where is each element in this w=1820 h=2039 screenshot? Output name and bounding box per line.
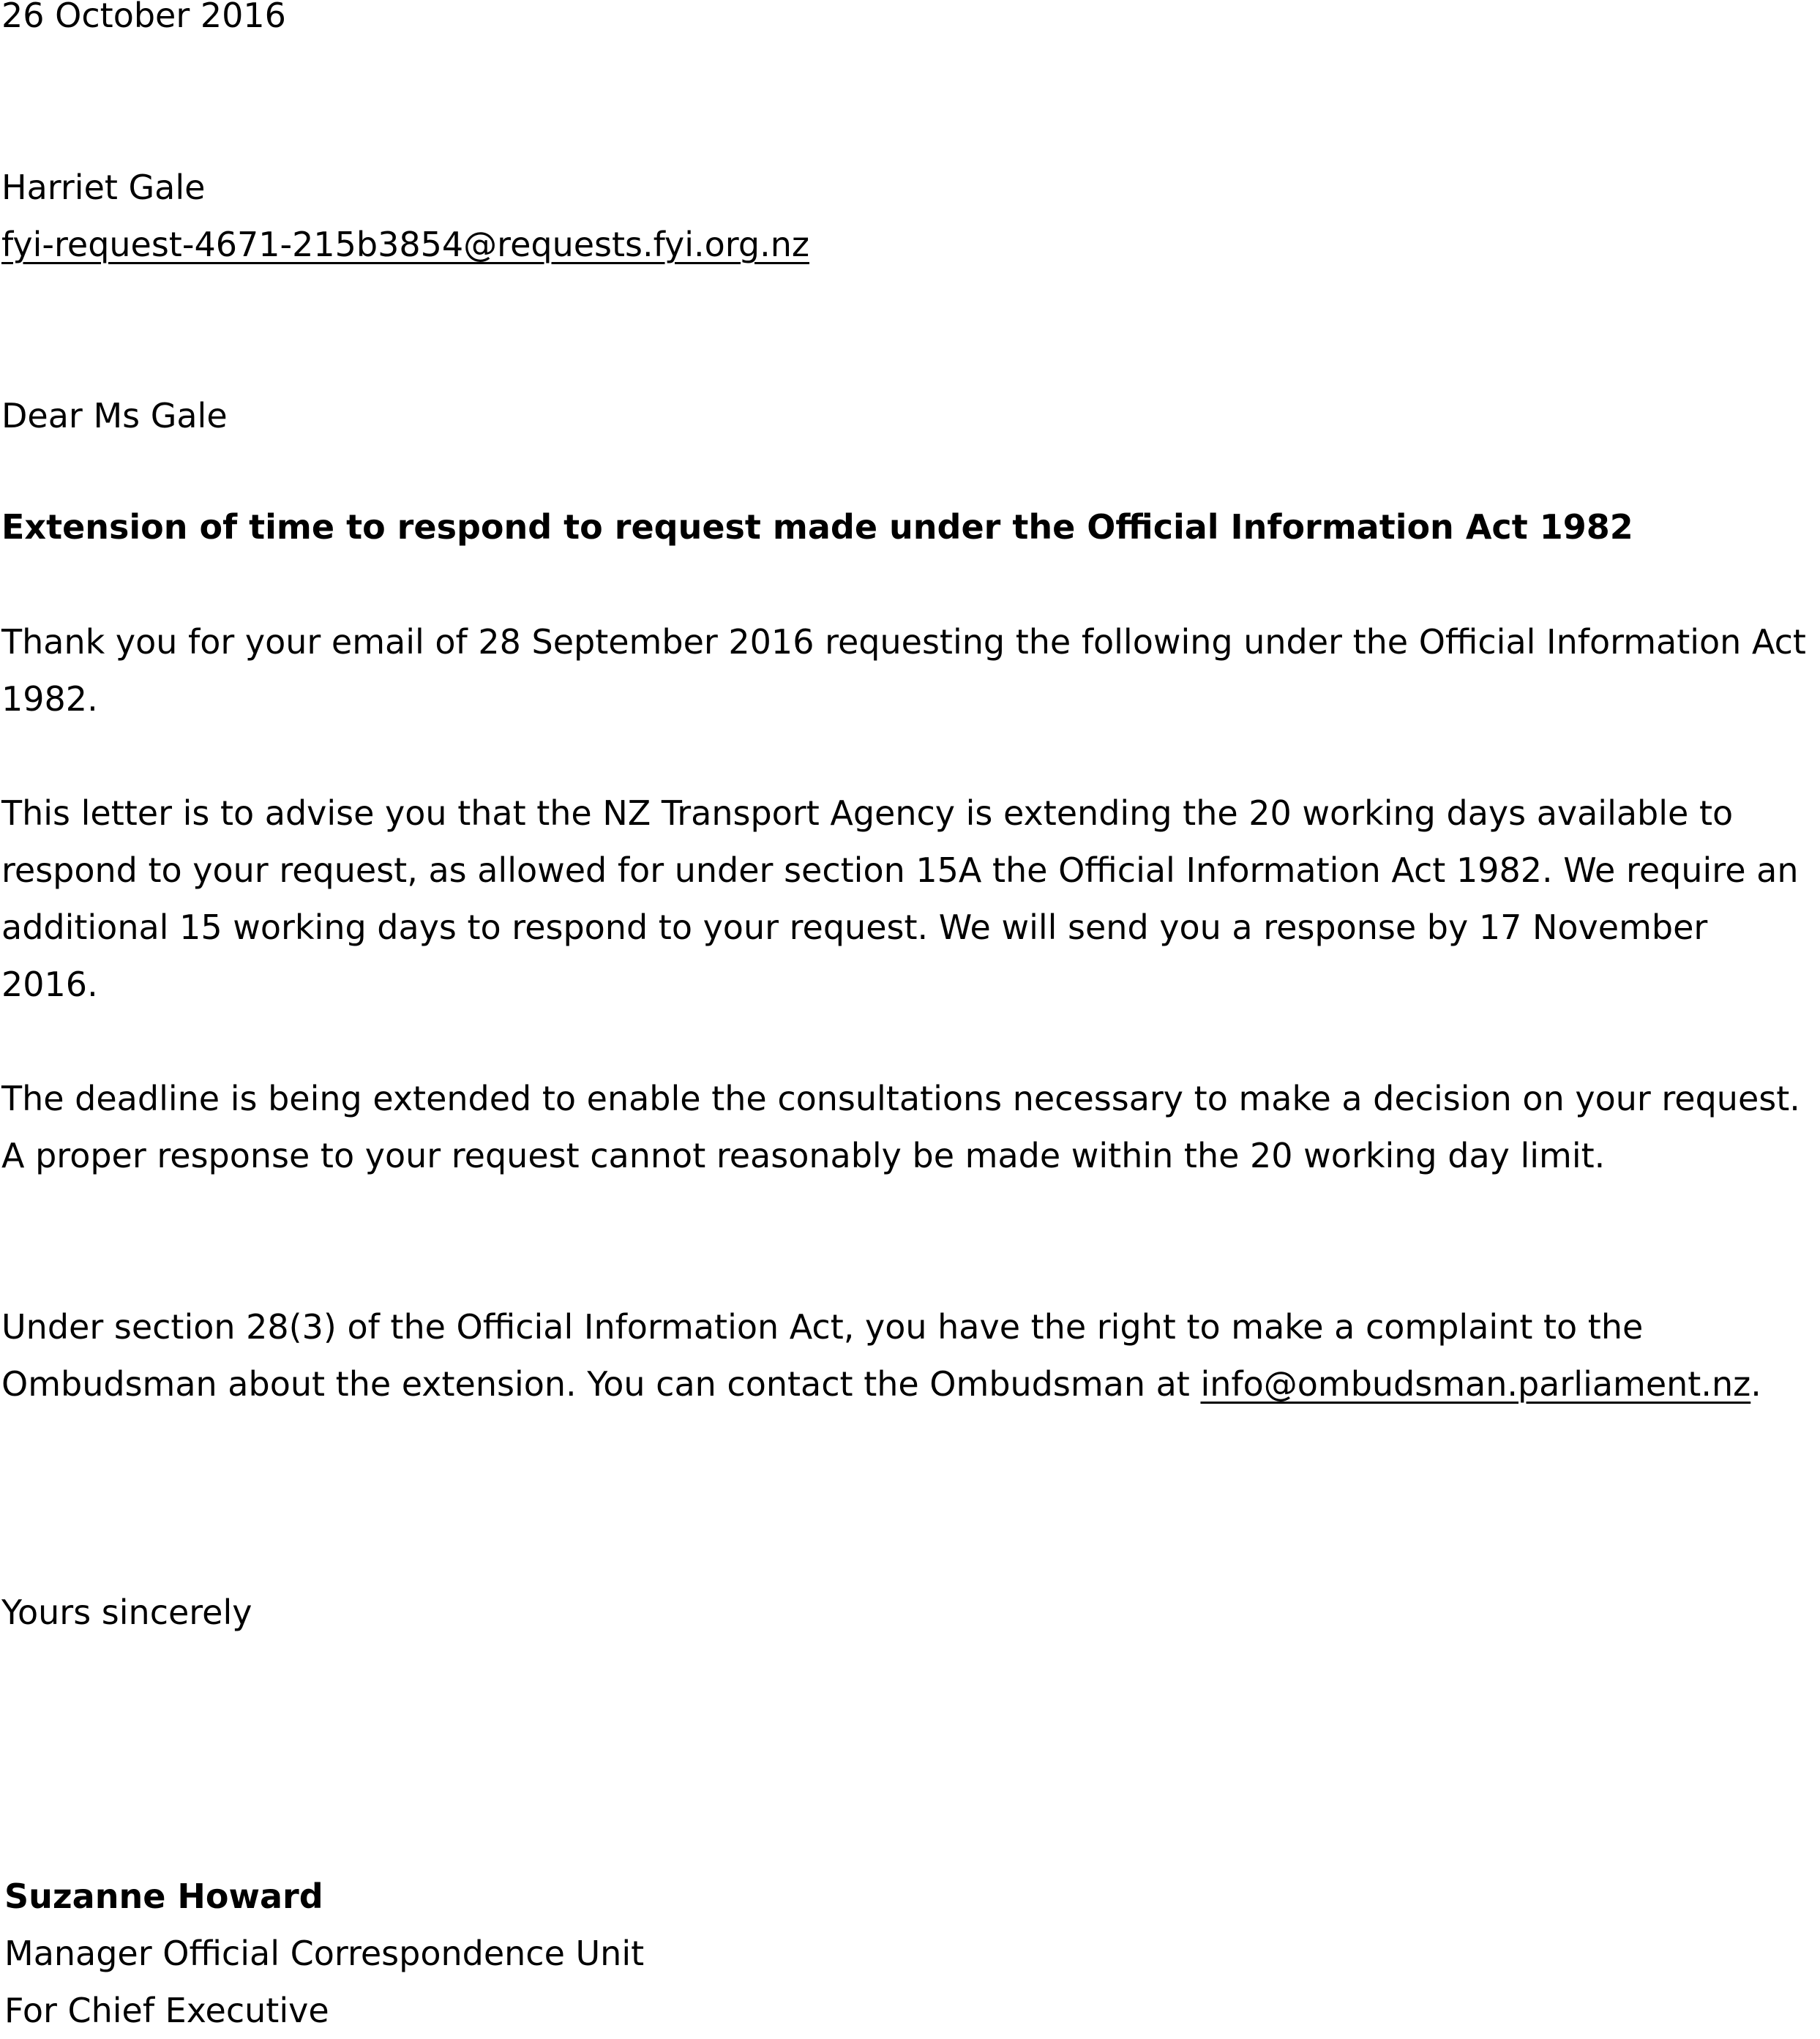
paragraph-1: Thank you for your email of 28 September 2016 requesting the following under the Official Information Act 1982. xyxy=(1,622,1806,719)
recipient-email[interactable]: fyi-request-4671-215b3854@requests.fyi.org.nz xyxy=(1,225,809,264)
closing: Yours sincerely xyxy=(1,1593,252,1632)
paragraph-3: The deadline is being extended to enable the consultations necessary to make a decision on your request. A proper response to your request cannot reasonably be made within the 20 working day limit. xyxy=(1,1079,1800,1175)
subject-heading: Extension of time to respond to request made under the Official Information Act 1982 xyxy=(1,507,1633,547)
recipient-email-link[interactable] xyxy=(1,216,1809,273)
salutation: Dear Ms Gale xyxy=(1,396,228,435)
paragraph-4 xyxy=(1,1298,1809,1413)
paragraph-4-text: Under section 28(3) of the Official Information Act, you have the right to make a complaint to the Ombudsman about the extension. You can contact the Ombudsman at xyxy=(1,1307,1644,1404)
signatory-for: For Chief Executive xyxy=(4,1991,329,2030)
recipient-name: Harriet Gale xyxy=(1,168,206,207)
signatory-name: Suzanne Howard xyxy=(4,1877,323,1916)
paragraph-2: This letter is to advise you that the NZ Transport Agency is extending the 20 working days available to respond to your request, as allowed for under section 15A the Official Information Act 1982. We require an additional 15 working days to respond to your request. We will send you a response by 17 November 2016. xyxy=(1,793,1799,1004)
ombudsman-email-link[interactable]: info@ombudsman.parliament.nz xyxy=(1200,1364,1751,1404)
paragraph-4-end: . xyxy=(1750,1364,1761,1404)
signatory-title: Manager Official Correspondence Unit xyxy=(4,1934,645,1973)
letter-date: 26 October 2016 xyxy=(1,0,286,35)
